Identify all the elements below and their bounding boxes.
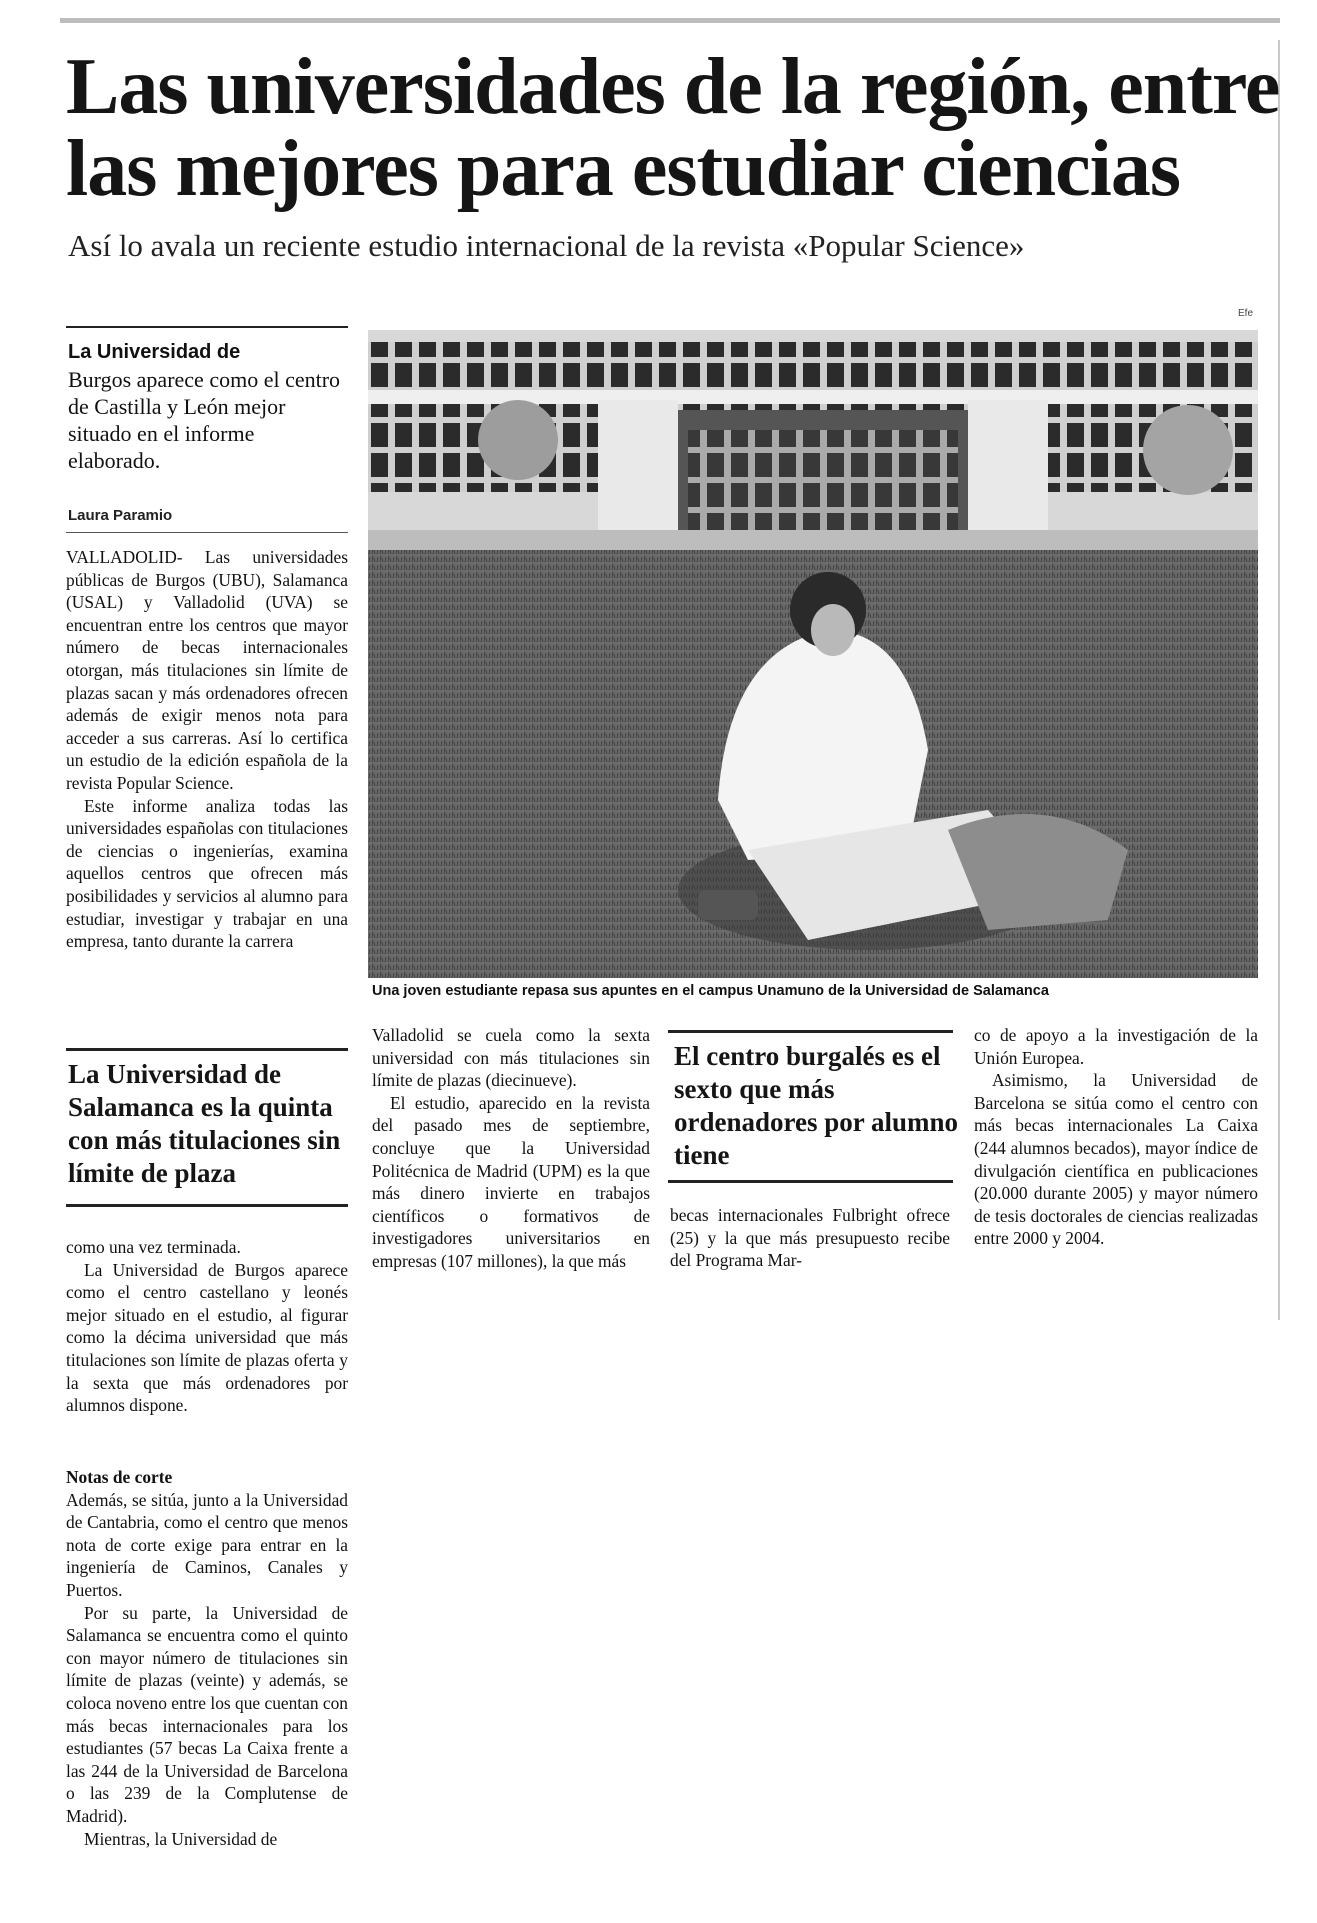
body-paragraph: Valladolid se cuela como la sexta universidad con más titulaciones sin límite de plazas (diecinueve). xyxy=(372,1025,650,1091)
body-paragraph: becas internacionales Fulbright ofrece (25) y la que más presupuesto recibe del Programa Mar- xyxy=(670,1205,950,1271)
top-rule xyxy=(60,18,1280,23)
body-paragraph: Este informe analiza todas las universidades españolas con titulaciones de ciencias o ingenierías, examina aquellos centros que ofrecen más posibilidades y servicios al alumno para estudiar, investigar y trabajar en una empresa, tanto durante la carrera xyxy=(66,795,348,952)
body-paragraph: La Universidad de Burgos aparece como el centro castellano y leonés mejor situado en el estudio, al figurar como la décima universidad que más titulaciones son límite de plazas oferta y la sexta que más ordenadores por alumnos dispone. xyxy=(66,1259,348,1416)
column-1-middle xyxy=(66,1236,348,1417)
body-paragraph: como una vez terminada. xyxy=(66,1237,241,1257)
article-headline xyxy=(66,43,1286,213)
campus-photo xyxy=(368,330,1258,978)
lead-bold-text: La Universidad de xyxy=(68,341,241,363)
byline: Laura Paramio xyxy=(68,507,173,524)
photo-credit: Efe xyxy=(1238,308,1254,319)
pull-quote-1-bottom-rule xyxy=(66,1204,348,1207)
body-paragraph: VALLADOLID- Las universidades públicas de Burgos (UBU), Salamanca (USAL) y Valladolid (UVA) se encuentran entre los centros que mayor número de becas internacionales otorgan, más titulaciones sin límite de plazas sacan y más ordenadores ofrecen además de exigir menos nota para acceder a sus carreras. Así lo certifica un estudio de la edición española de la revista Popular Science. xyxy=(66,547,348,793)
section-subhead: Notas de corte xyxy=(66,1467,173,1487)
column-2 xyxy=(372,1024,650,1273)
campus-photo-illustration xyxy=(368,330,1258,978)
body-paragraph: Asimismo, la Universidad de Barcelona se sitúa como el centro con más becas internacionales La Caixa (244 alumnos becados), mayor índice de divulgación científica en publicaciones (20.000 durante 2005) y mayor número de tesis doctorales de ciencias realizadas entre 2000 y 2004. xyxy=(974,1070,1258,1249)
column-1-top xyxy=(66,546,348,953)
headline-line-1: Las universidades de la región, entre xyxy=(66,43,1280,131)
pull-quote-1-top-rule xyxy=(66,1048,348,1051)
pull-quote-2-bottom-rule xyxy=(668,1180,953,1183)
column-4 xyxy=(974,1024,1258,1250)
pull-quote-2-top-rule xyxy=(668,1030,953,1033)
column-1-bottom xyxy=(66,1466,348,1850)
pull-quote-1: La Universidad de Salamanca es la quinta con más titulaciones sin límite de plaza xyxy=(68,1059,341,1188)
lead-text: Burgos aparece como el centro de Castilla y León mejor situado en el informe elaborado. xyxy=(68,367,341,473)
lead-top-rule xyxy=(66,326,348,328)
pull-quote-2: El centro burgalés es el sexto que más ordenadores por alumno tiene xyxy=(674,1041,959,1170)
headline-line-2: las mejores para estudiar ciencias xyxy=(66,125,1181,213)
byline-rule xyxy=(66,532,348,533)
body-paragraph: Además, se sitúa, junto a la Universidad de Cantabria, como el centro que menos nota de corte exige para entrar en la ingeniería de Caminos, Canales y Puertos. xyxy=(66,1489,348,1600)
photo-caption: Una joven estudiante repasa sus apuntes en el campus Unamuno de la Universidad de Salamanca xyxy=(372,983,1049,999)
body-paragraph: Mientras, la Universidad de xyxy=(84,1828,278,1849)
body-paragraph: Por su parte, la Universidad de Salamanca se encuentra como el quinto con mayor número de titulaciones sin límite de plazas (veinte) y además, se coloca noveno entre los que cuentan con más becas internacionales para los estudiantes (57 becas La Caixa frente a las 244 de la Universidad de Barcelona o las 239 de la Complutense de Madrid). xyxy=(66,1602,349,1826)
body-paragraph: co de apoyo a la investigación de la Unión Europea. xyxy=(974,1025,1258,1068)
column-3 xyxy=(670,1204,950,1272)
article-subtitle: Así lo avala un reciente estudio internacional de la revista «Popular Science» xyxy=(68,228,1025,263)
body-paragraph: El estudio, aparecido en la revista del pasado mes de septiembre, concluye que la Universidad Politécnica de Madrid (UPM) es la que más dinero invierte en trabajos científicos o formativos de investigadores universitarios en empresas (107 millones), la que más xyxy=(372,1092,650,1271)
lead-summary xyxy=(68,337,348,474)
